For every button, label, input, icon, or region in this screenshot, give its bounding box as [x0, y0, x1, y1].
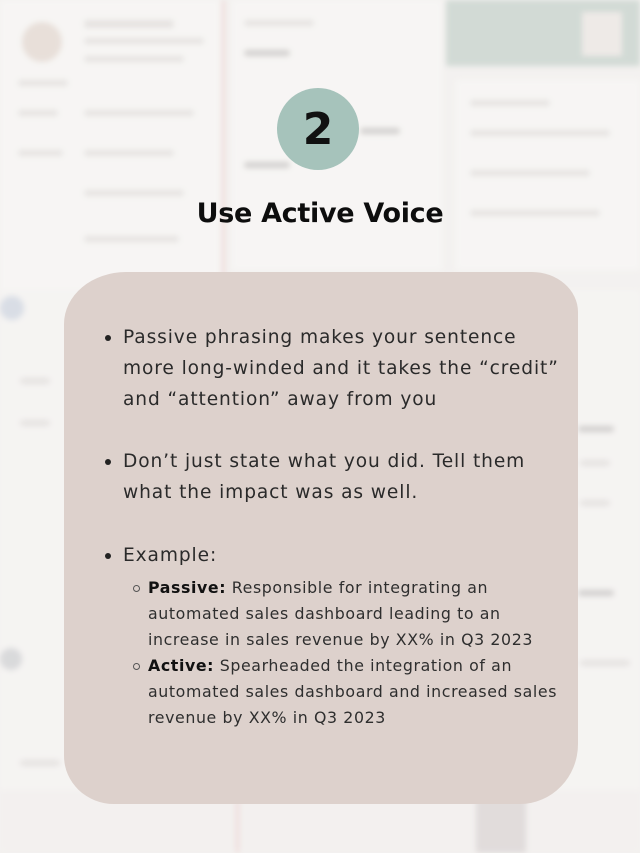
example-item-active [148, 653, 564, 730]
example-label: Active: [148, 656, 215, 676]
tip-text: Example: [123, 545, 218, 566]
example-label: Passive: [148, 578, 227, 597]
bullet-dot-icon [105, 335, 111, 341]
tip-text: Don’t just state what you did. Tell them what the impact was as well. [123, 451, 526, 503]
tips-list [104, 322, 564, 731]
step-number-badge [277, 88, 359, 170]
tip-item [104, 322, 564, 415]
tip-item [104, 540, 564, 571]
tip-item [104, 446, 564, 508]
bullet-circle-icon [133, 663, 140, 670]
example-text: Responsible for integrating an automated sales dashboard leading to an increase in sales revenue by XX% in Q3 2023 [148, 578, 533, 649]
bullet-dot-icon [105, 553, 111, 559]
bullet-circle-icon [133, 585, 140, 592]
tip-text: Passive phrasing makes your sentence more long-winded and it takes the “credit” and “attention” away from you [123, 327, 559, 410]
page-title: Use Active Voice [196, 198, 444, 229]
example-list [104, 575, 564, 731]
bullet-dot-icon [105, 459, 111, 465]
example-item-passive [148, 575, 564, 652]
example-text: Spearheaded the integration of an automated sales dashboard and increased sales revenue by XX% in Q3 2023 [148, 656, 558, 727]
step-number: 2 [302, 103, 334, 155]
